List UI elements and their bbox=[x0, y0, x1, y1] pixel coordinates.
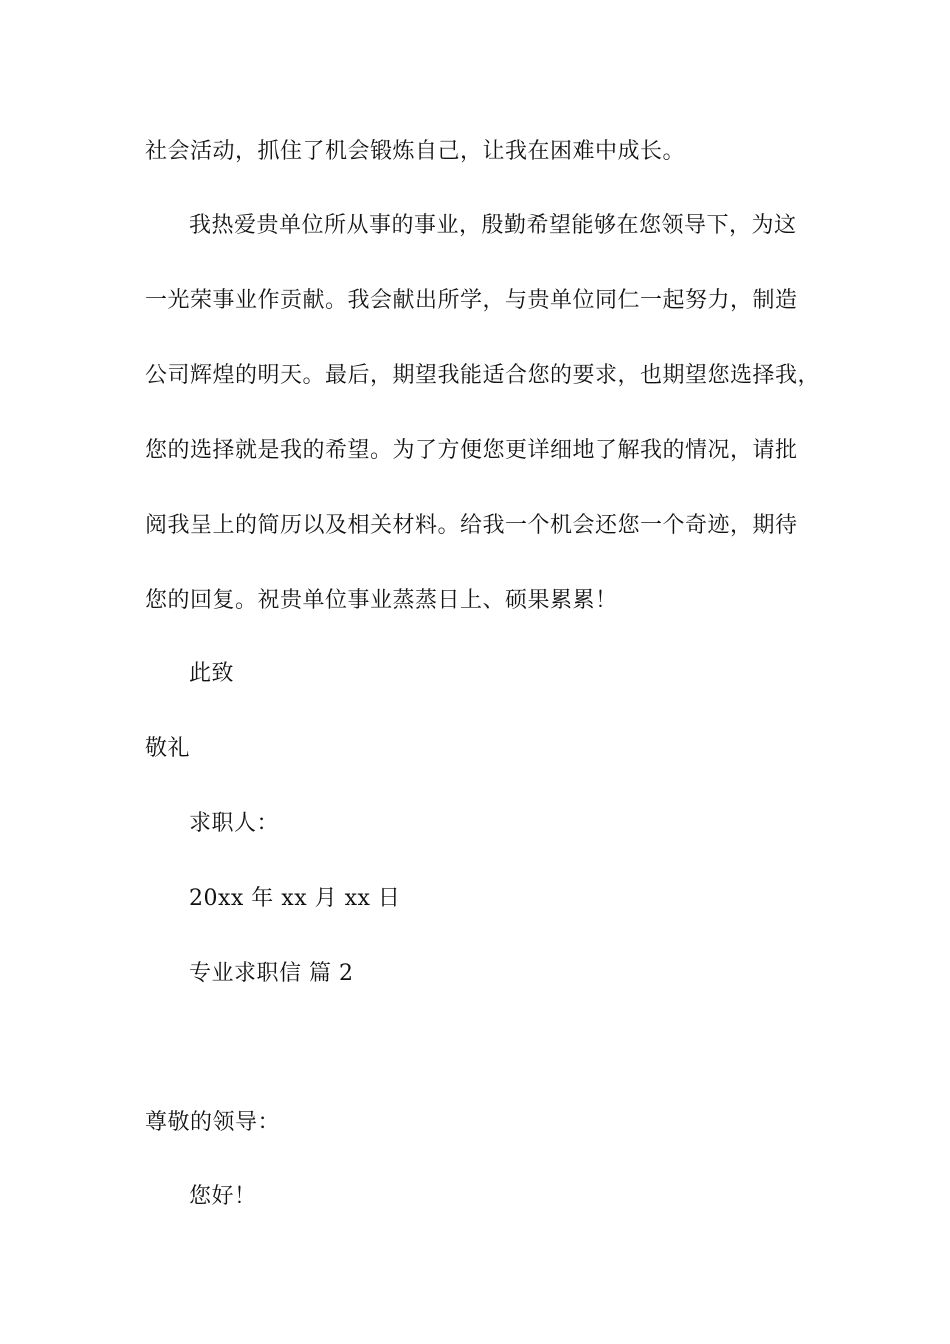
paragraph-line: 一光荣事业作贡献。我会献出所学，与贵单位同仁一起努力，制造 bbox=[145, 288, 798, 313]
greeting-recipient: 尊敬的领导： bbox=[145, 1110, 281, 1135]
paragraph-line: 社会活动，抓住了机会锻炼自己，让我在困难中成长。 bbox=[145, 139, 686, 164]
date-line: 20xx 年 xx 月 xx 日 bbox=[189, 886, 401, 911]
applicant-label: 求职人： bbox=[189, 811, 280, 836]
section-heading: 专业求职信 篇 2 bbox=[189, 961, 354, 986]
greeting-line: 您好！ bbox=[189, 1184, 257, 1209]
salutation-closing: 敬礼 bbox=[145, 736, 191, 761]
paragraph-line: 您的回复。祝贵单位事业蒸蒸日上、硕果累累！ bbox=[145, 588, 618, 613]
paragraph-line: 我热爱贵单位所从事的事业，殷勤希望能够在您领导下，为这 bbox=[189, 213, 797, 238]
closing-line: 此致 bbox=[189, 661, 235, 686]
paragraph-line: 公司辉煌的明天。最后，期望我能适合您的要求，也期望您选择我， bbox=[145, 363, 821, 388]
paragraph-line: 阅我呈上的简历以及相关材料。给我一个机会还您一个奇迹，期待 bbox=[145, 513, 798, 538]
paragraph-line: 您的选择就是我的希望。为了方便您更详细地了解我的情况，请批 bbox=[145, 438, 798, 463]
